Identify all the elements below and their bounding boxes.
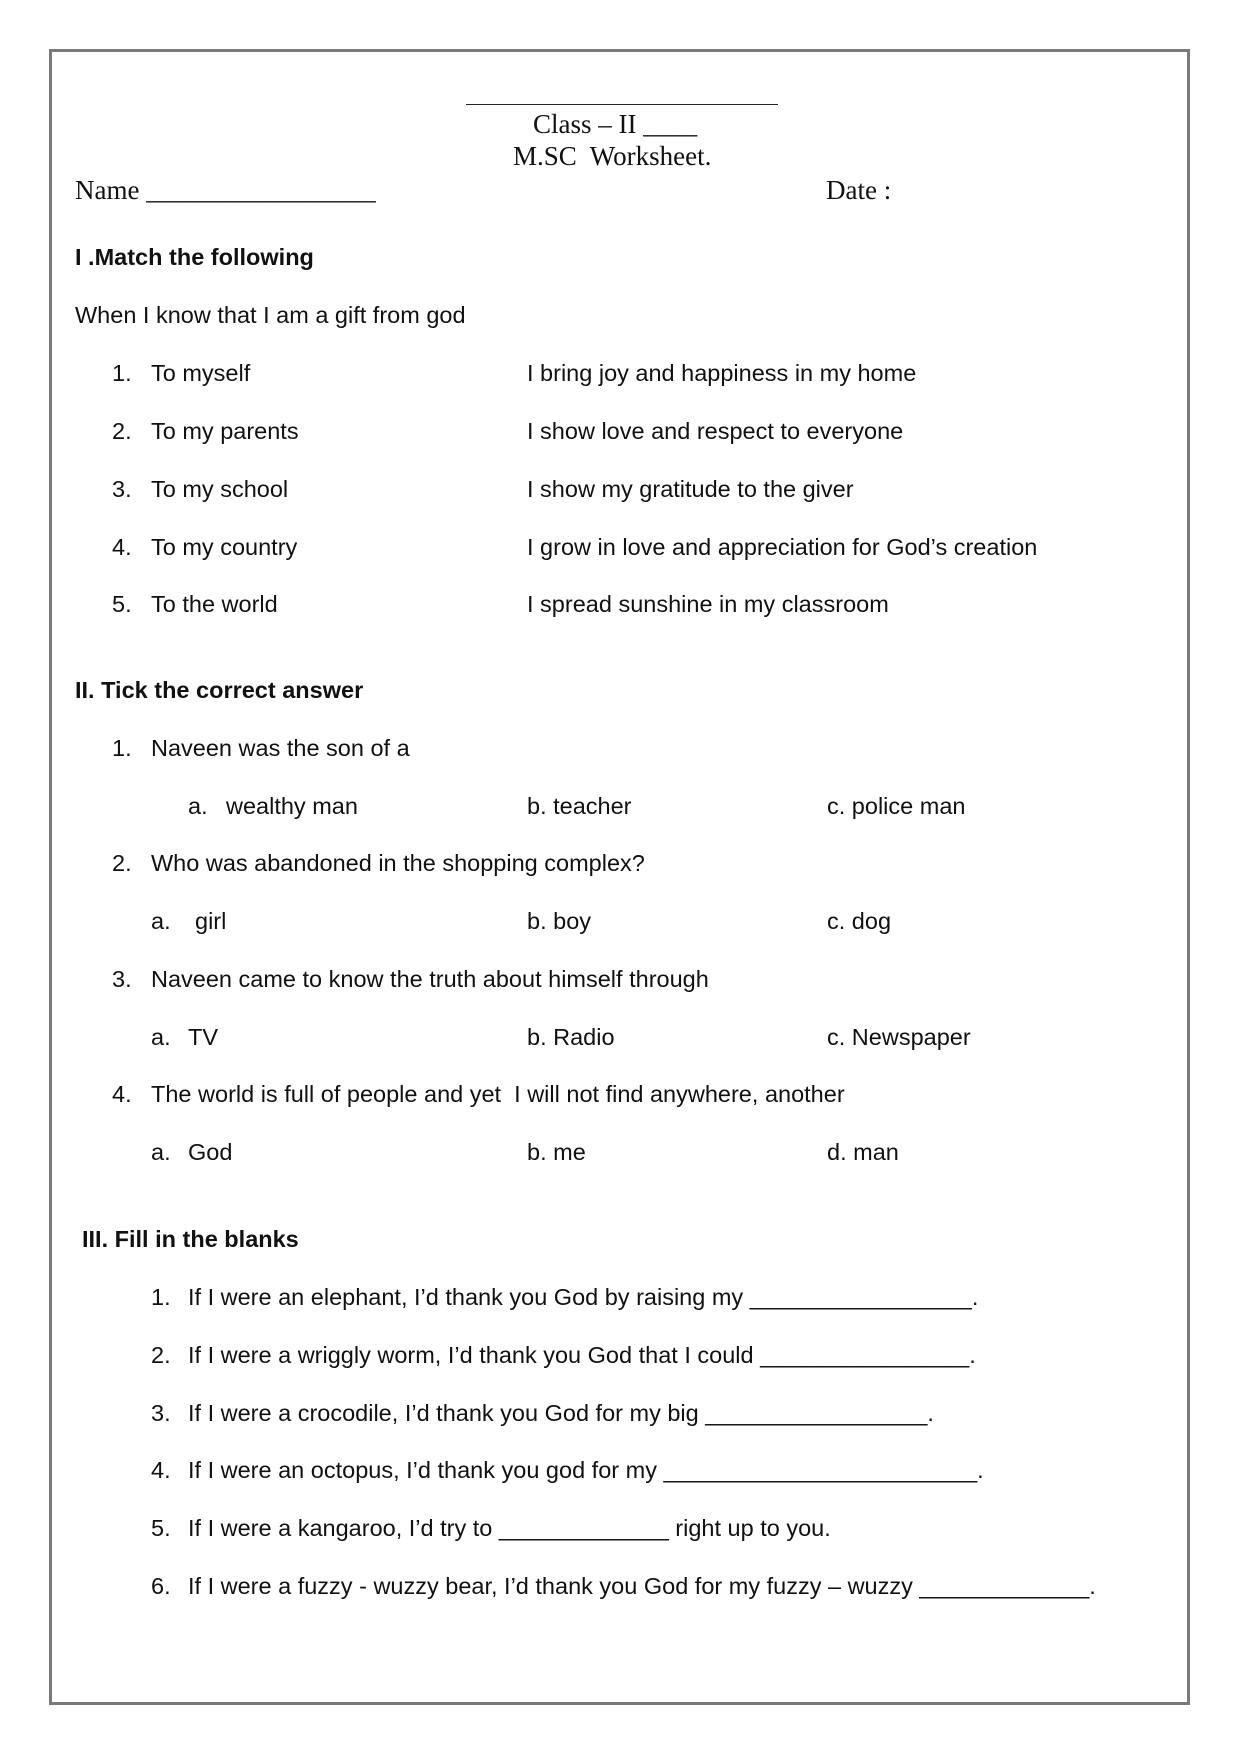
worksheet-title: M.SC Worksheet. [513,141,712,171]
question-text: Who was abandoned in the shopping complex? [151,850,645,876]
section1-intro: When I know that I am a gift from god [75,302,466,328]
fill-blank-item[interactable]: If I were an elephant, I’d thank you God by raising my _________________. [188,1284,979,1310]
match-right-item[interactable]: I bring joy and happiness in my home [527,360,917,386]
match-right-item[interactable]: I show love and respect to everyone [527,418,904,444]
match-left-number: 5. [112,591,132,617]
date-field[interactable]: Date : [826,175,892,205]
option-b[interactable]: b. me [527,1139,586,1165]
option-a-label: a. [151,908,171,934]
match-right-item[interactable]: I spread sunshine in my classroom [527,591,889,617]
match-left-number: 3. [112,476,132,502]
match-left-item[interactable]: To my school [151,476,289,502]
match-left-item[interactable]: To my parents [151,418,299,444]
match-left-number: 4. [112,534,132,560]
match-left-item[interactable]: To myself [151,360,251,386]
match-right-item[interactable]: I show my gratitude to the giver [527,476,854,502]
fill-blank-item[interactable]: If I were a kangaroo, I’d try to _____________ right up to you. [188,1515,831,1541]
option-a-label: a. [151,1024,171,1050]
question-text: Naveen came to know the truth about himself through [151,966,709,992]
name-field[interactable]: Name _________________ [75,175,376,205]
blank-number: 1. [151,1284,171,1310]
question-number: 4. [112,1081,132,1107]
option-c[interactable]: c. police man [827,793,966,819]
option-c[interactable]: d. man [827,1139,899,1165]
blank-number: 4. [151,1457,171,1483]
match-right-item[interactable]: I grow in love and appreciation for God’s creation [527,534,1038,560]
option-a-label: a. [188,793,208,819]
option-a[interactable]: girl [195,908,227,934]
question-text: Naveen was the son of a [151,735,410,761]
fill-blank-item[interactable]: If I were a crocodile, I’d thank you God for my big _________________. [188,1400,934,1426]
match-left-number: 1. [112,360,132,386]
option-a[interactable]: TV [188,1024,219,1050]
class-label: Class – II ____ [533,109,698,139]
fill-blank-item[interactable]: If I were an octopus, I’d thank you god for my ________________________. [188,1457,984,1483]
option-b[interactable]: b. teacher [527,793,632,819]
question-number: 2. [112,850,132,876]
section2-heading: II. Tick the correct answer [75,677,364,703]
option-a[interactable]: wealthy man [226,793,358,819]
section1-heading: I .Match the following [75,244,314,270]
fill-blank-item[interactable]: If I were a wriggly worm, I’d thank you God that I could ________________. [188,1342,976,1368]
section3-heading: III. Fill in the blanks [82,1226,299,1252]
match-left-number: 2. [112,418,132,444]
option-b[interactable]: b. boy [527,908,592,934]
blank-number: 3. [151,1400,171,1426]
blank-number: 6. [151,1573,171,1599]
match-left-item[interactable]: To my country [151,534,298,560]
option-c[interactable]: c. Newspaper [827,1024,971,1050]
fill-blank-item[interactable]: If I were a fuzzy - wuzzy bear, I’d thank you God for my fuzzy – wuzzy _____________. [188,1573,1096,1599]
blank-number: 2. [151,1342,171,1368]
match-left-item[interactable]: To the world [151,591,278,617]
option-b[interactable]: b. Radio [527,1024,615,1050]
option-a[interactable]: God [188,1139,233,1165]
option-a-label: a. [151,1139,171,1165]
question-text: The world is full of people and yet I will not find anywhere, another [151,1081,845,1107]
question-number: 3. [112,966,132,992]
blank-number: 5. [151,1515,171,1541]
option-c[interactable]: c. dog [827,908,892,934]
question-number: 1. [112,735,132,761]
header-top-line [466,104,778,105]
